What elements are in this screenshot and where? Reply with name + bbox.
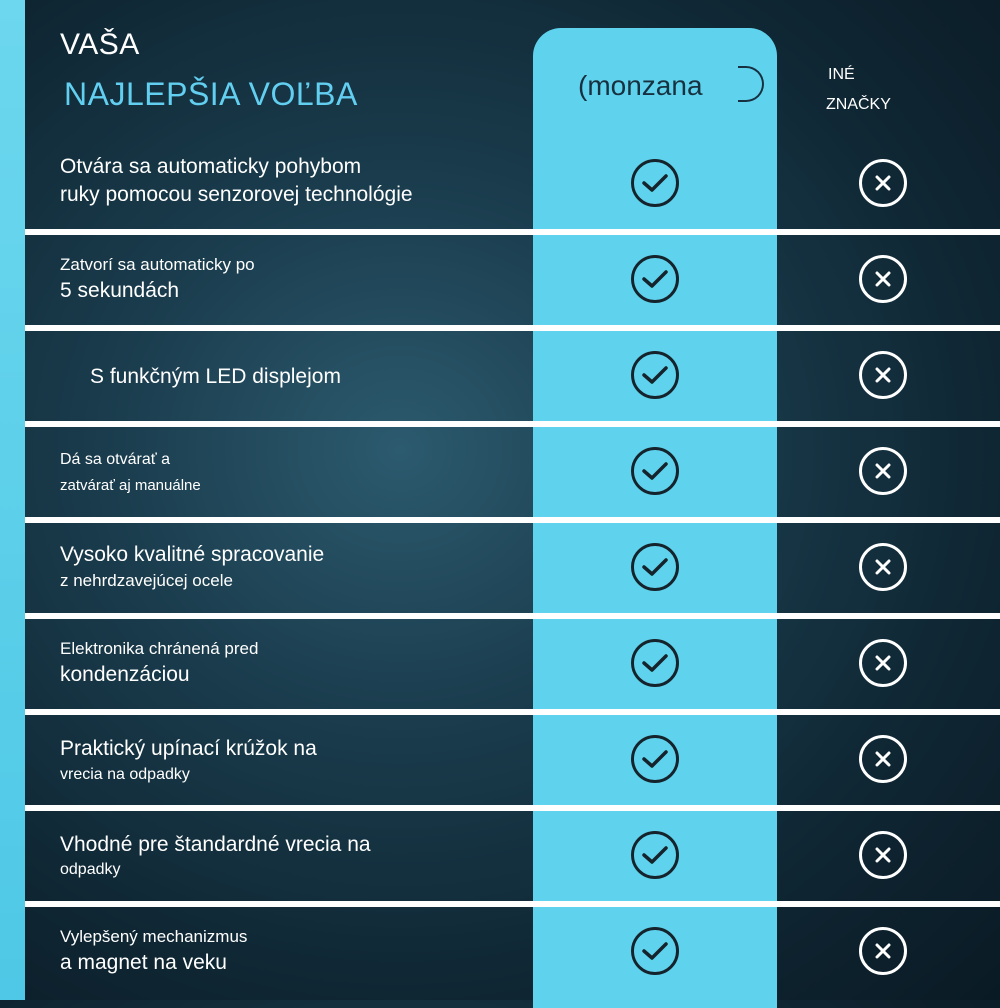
check-circle-icon bbox=[631, 639, 679, 687]
title-line-1: VAŠA bbox=[60, 28, 140, 61]
table-row bbox=[25, 715, 1000, 803]
feature-line-2: zatvárať aj manuálne bbox=[60, 477, 201, 494]
feature-text bbox=[60, 735, 530, 787]
cross-circle-icon bbox=[859, 447, 907, 495]
check-circle-icon bbox=[631, 351, 679, 399]
left-accent-strip bbox=[0, 0, 25, 1000]
comparison-table bbox=[25, 139, 1000, 1003]
feature-line-2: a magnet na veku bbox=[60, 951, 227, 974]
feature-line-2: odpadky bbox=[60, 861, 121, 878]
cross-circle-icon bbox=[859, 639, 907, 687]
header bbox=[0, 0, 1000, 140]
table-row bbox=[25, 907, 1000, 995]
check-circle-icon bbox=[631, 927, 679, 975]
feature-line-1: Otvára sa automaticky pohybom bbox=[60, 155, 362, 178]
cross-circle-icon bbox=[859, 927, 907, 975]
feature-text bbox=[60, 831, 530, 881]
check-circle-icon bbox=[631, 735, 679, 783]
other-brands-label-2: ZNAČKY bbox=[826, 96, 891, 113]
feature-line-1: S funkčným LED displejom bbox=[90, 365, 341, 388]
check-circle-icon bbox=[631, 831, 679, 879]
feature-text bbox=[60, 447, 530, 499]
table-row bbox=[25, 811, 1000, 899]
cross-circle-icon bbox=[859, 351, 907, 399]
table-row bbox=[25, 139, 1000, 227]
feature-line-1: Zatvorí sa automaticky po bbox=[60, 255, 255, 274]
brand-logo-mark bbox=[738, 66, 764, 102]
cross-circle-icon bbox=[859, 255, 907, 303]
table-row bbox=[25, 523, 1000, 611]
feature-text bbox=[60, 253, 530, 305]
check-circle-icon bbox=[631, 159, 679, 207]
check-circle-icon bbox=[631, 255, 679, 303]
check-circle-icon bbox=[631, 543, 679, 591]
cross-circle-icon bbox=[859, 159, 907, 207]
feature-line-2: vrecia na odpadky bbox=[60, 766, 190, 783]
feature-text bbox=[60, 637, 530, 689]
table-row bbox=[25, 235, 1000, 323]
cross-circle-icon bbox=[859, 735, 907, 783]
table-row bbox=[25, 331, 1000, 419]
feature-line-2: ruky pomocou senzorovej technológie bbox=[60, 183, 413, 206]
feature-line-1: Dá sa otvárať a bbox=[60, 451, 171, 468]
feature-line-1: Vhodné pre štandardné vrecia na bbox=[60, 833, 371, 856]
feature-line-1: Vylepšený mechanizmus bbox=[60, 927, 248, 946]
feature-line-1: Vysoko kvalitné spracovanie bbox=[60, 543, 325, 566]
feature-text bbox=[90, 363, 560, 391]
cross-circle-icon bbox=[859, 543, 907, 591]
table-row bbox=[25, 427, 1000, 515]
feature-line-2: kondenzáciou bbox=[60, 663, 190, 686]
feature-text bbox=[60, 925, 530, 977]
feature-text bbox=[60, 541, 530, 593]
brand-logo: (monzana bbox=[578, 70, 703, 101]
table-row bbox=[25, 619, 1000, 707]
feature-line-1: Elektronika chránená pred bbox=[60, 639, 259, 658]
feature-line-2: z nehrdzavejúcej ocele bbox=[60, 571, 233, 590]
cross-circle-icon bbox=[859, 831, 907, 879]
feature-line-1: Praktický upínací krúžok na bbox=[60, 737, 317, 760]
title-line-2: NAJLEPŠIA VOĽBA bbox=[64, 76, 358, 112]
feature-line-2: 5 sekundách bbox=[60, 279, 180, 302]
other-brands-label-1: INÉ bbox=[828, 66, 855, 83]
feature-text bbox=[60, 153, 530, 209]
check-circle-icon bbox=[631, 447, 679, 495]
